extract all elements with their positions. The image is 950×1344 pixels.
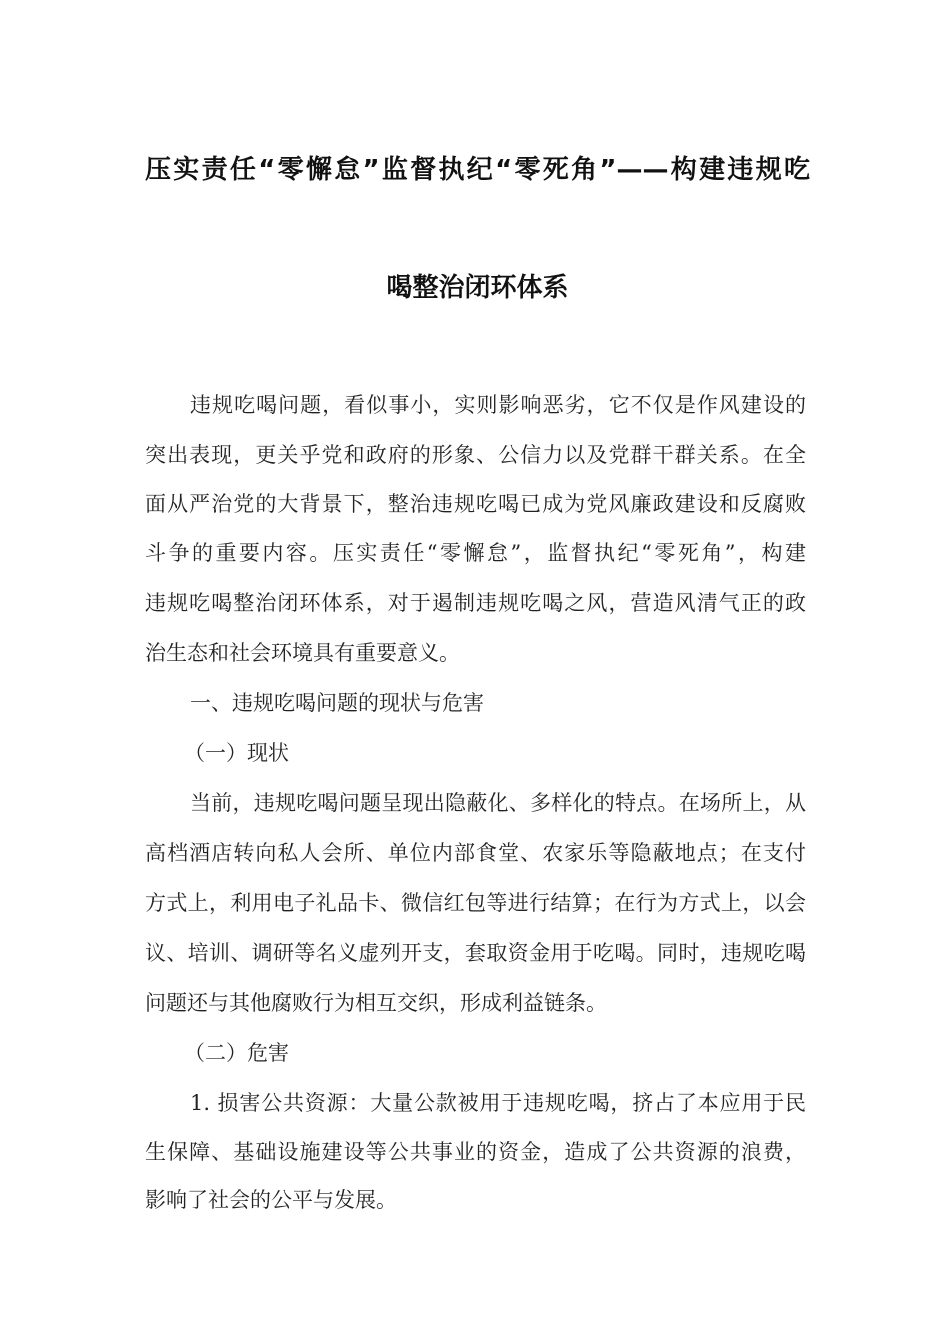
status-paragraph-line: 问题还与其他腐败行为相互交织，形成利益链条。 bbox=[145, 991, 607, 1015]
harm-paragraph-line: 1. 损害公共资源：大量公款被用于违规吃喝，挤占了本应用于民 bbox=[190, 1091, 806, 1115]
intro-paragraph-line: 违规吃喝问题，看似事小，实则影响恶劣，它不仅是作风建设的 bbox=[190, 393, 806, 417]
subsection-heading: （一）现状 bbox=[184, 741, 289, 765]
intro-paragraph-line: 治生态和社会环境具有重要意义。 bbox=[145, 641, 460, 665]
intro-paragraph-line: 突出表现，更关乎党和政府的形象、公信力以及党群干群关系。在全 bbox=[145, 443, 806, 467]
status-paragraph-line: 高档酒店转向私人会所、单位内部食堂、农家乐等隐蔽地点；在支付 bbox=[145, 841, 806, 865]
status-paragraph-line: 议、培训、调研等名义虚列开支，套取资金用于吃喝。同时，违规吃喝 bbox=[145, 941, 806, 965]
subsection-heading: （二）危害 bbox=[184, 1041, 289, 1065]
intro-paragraph-line: 面从严治党的大背景下，整治违规吃喝已成为党风廉政建设和反腐败 bbox=[145, 492, 806, 516]
document-title-line-1: 压实责任“零懈怠”监督执纪“零死角”——构建违规吃 bbox=[145, 155, 810, 185]
harm-paragraph-line: 生保障、基础设施建设等公共事业的资金，造成了公共资源的浪费， bbox=[145, 1140, 806, 1164]
document-title-line-2: 喝整治闭环体系 bbox=[386, 273, 569, 303]
harm-paragraph-line: 影响了社会的公平与发展。 bbox=[145, 1188, 397, 1212]
section-heading: 一、违规吃喝问题的现状与危害 bbox=[190, 691, 484, 715]
status-paragraph-line: 方式上，利用电子礼品卡、微信红包等进行结算；在行为方式上，以会 bbox=[145, 891, 806, 915]
intro-paragraph-line: 违规吃喝整治闭环体系，对于遏制违规吃喝之风，营造风清气正的政 bbox=[145, 591, 806, 615]
intro-paragraph-line: 斗争的重要内容。压实责任“零懈怠”，监督执纪“零死角”，构建 bbox=[145, 541, 806, 565]
status-paragraph-line: 当前，违规吃喝问题呈现出隐蔽化、多样化的特点。在场所上，从 bbox=[190, 791, 806, 815]
